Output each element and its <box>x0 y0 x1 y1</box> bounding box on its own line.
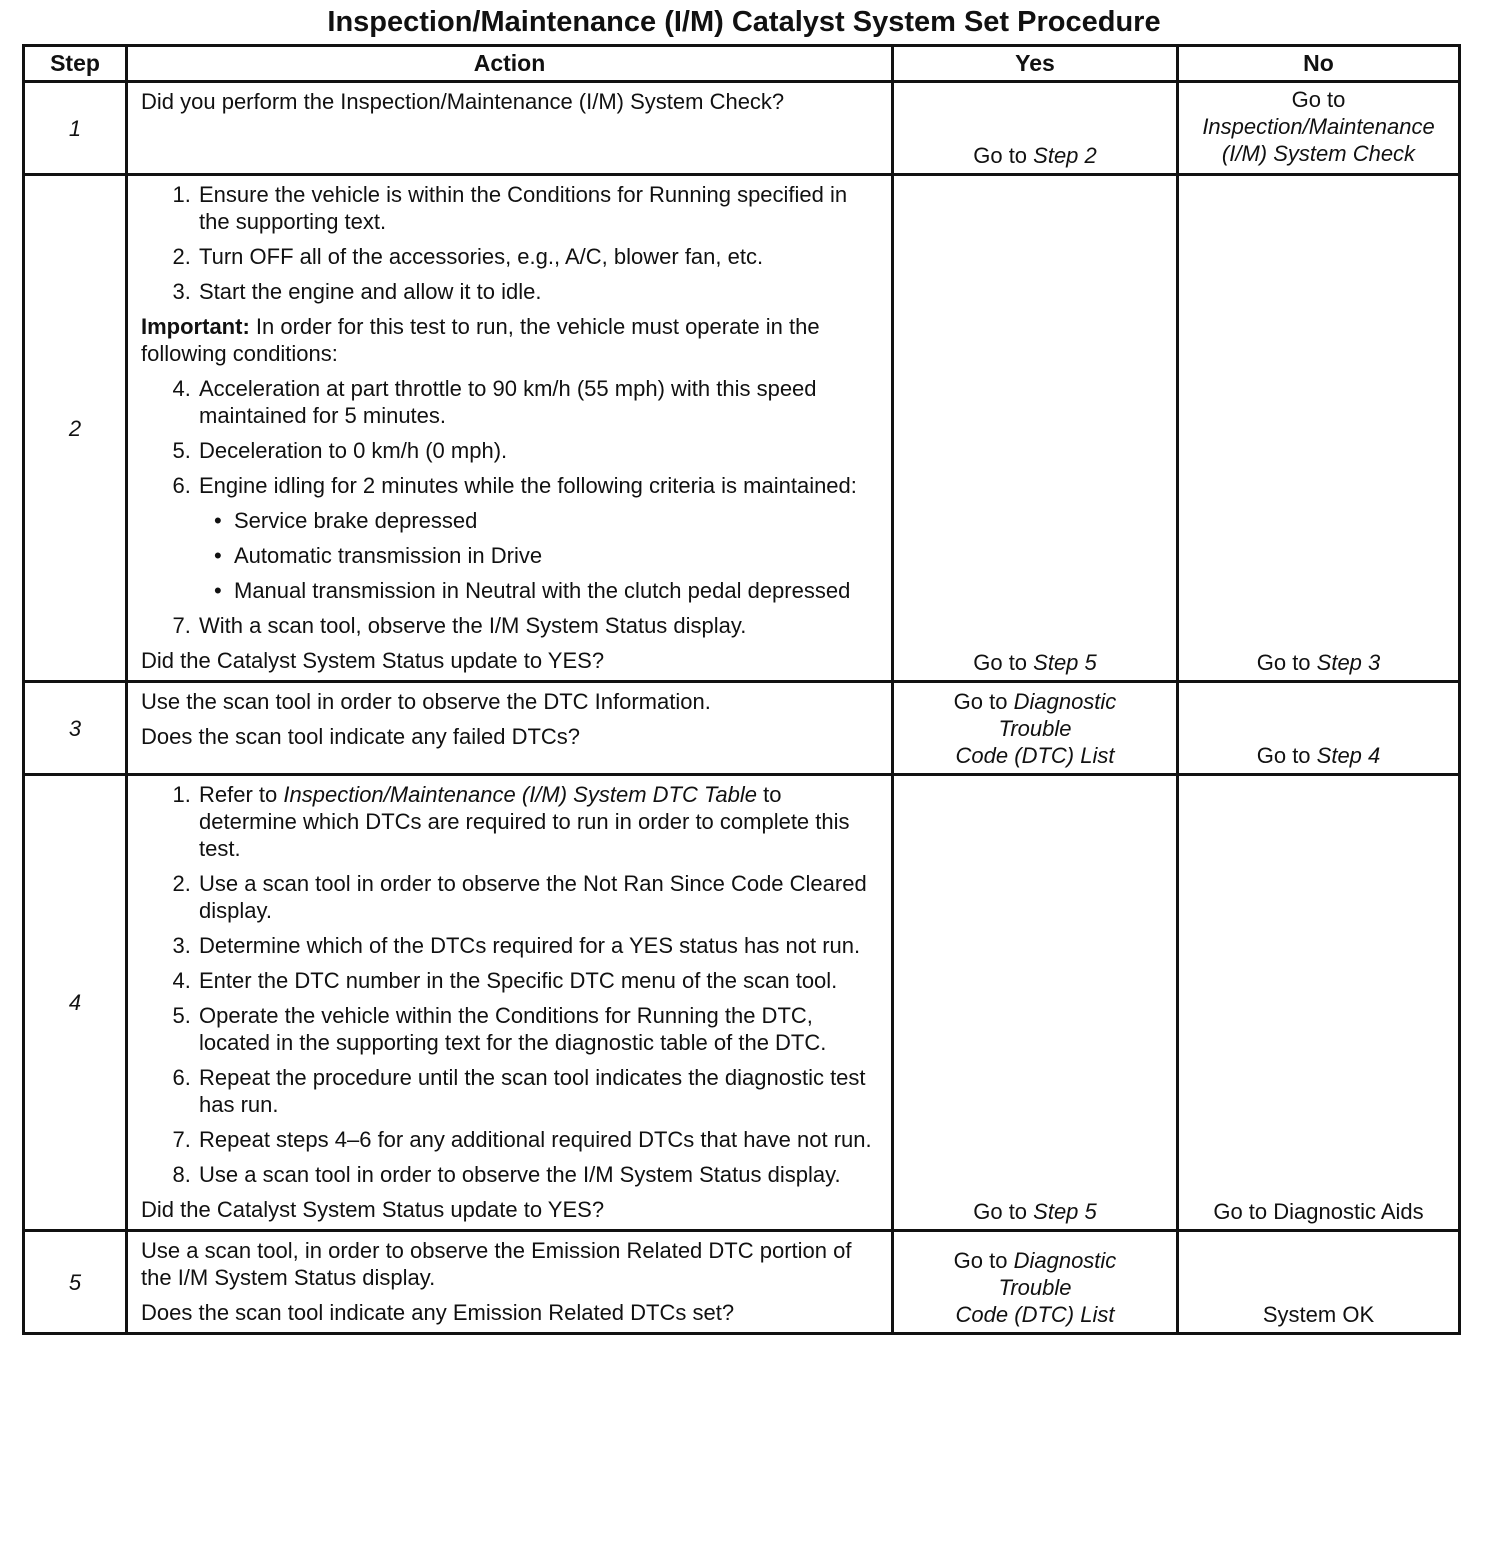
list-item: 4. Enter the DTC number in the Specific DTC menu of the scan tool. <box>197 967 883 994</box>
header-yes: Yes <box>893 46 1178 82</box>
action-cell <box>127 82 893 175</box>
step-link[interactable]: Step 2 <box>1033 143 1097 168</box>
page-title: Inspection/Maintenance (I/M) Catalyst System Set Procedure <box>327 6 1161 38</box>
step-link[interactable]: Step 3 <box>1316 650 1381 675</box>
list-item: 5. Deceleration to 0 km/h (0 mph). <box>197 437 883 464</box>
list-item: 6. Repeat the procedure until the scan tool indicates the diagnostic test has run. <box>197 1064 883 1118</box>
action-cell <box>127 1231 893 1334</box>
list-item-text: Refer to <box>199 782 284 807</box>
bullet-item: • Service brake depressed <box>234 507 883 534</box>
table-row <box>24 682 1460 775</box>
yes-line <box>898 688 1172 715</box>
procedure-table <box>22 44 1461 1335</box>
header-step: Step <box>24 46 127 82</box>
list-item <box>197 781 883 862</box>
header-no: No <box>1178 46 1460 82</box>
action-cell <box>127 175 893 682</box>
list-item: 2. Use a scan tool in order to observe the Not Ran Since Code Cleared display. <box>197 870 883 924</box>
list-item <box>197 472 883 604</box>
action-cell <box>127 775 893 1231</box>
action-cell <box>127 682 893 775</box>
no-cell <box>1178 82 1460 175</box>
yes-text: Go to <box>973 1199 1034 1224</box>
list-item: 4. Acceleration at part throttle to 90 km/h (55 mph) with this speed maintained for 5 minutes. <box>197 375 883 429</box>
bullet-item: • Manual transmission in Neutral with the clutch pedal depressed <box>234 577 883 604</box>
list-item-text: to determine which DTCs are required to run in order to complete this test. <box>199 782 850 861</box>
dtc-list-link[interactable]: Diagnostic <box>1013 1248 1117 1273</box>
list-item-text: Engine idling for 2 minutes while the following criteria is maintained: <box>199 473 857 498</box>
list-item: 1. Ensure the vehicle is within the Conditions for Running specified in the supporting text. <box>197 181 883 235</box>
step-link[interactable]: Step 5 <box>1033 650 1097 675</box>
yes-cell <box>893 1231 1178 1334</box>
yes-cell <box>893 682 1178 775</box>
action-list <box>141 781 883 1188</box>
step-number: 3 <box>24 682 127 775</box>
no-cell <box>1178 1231 1460 1334</box>
step-number: 4 <box>24 775 127 1231</box>
dtc-list-link[interactable]: Code (DTC) List <box>955 743 1115 768</box>
yes-text: Go to <box>953 689 1014 714</box>
dtc-table-link[interactable]: Inspection/Maintenance (I/M) System DTC Table <box>283 782 757 807</box>
list-item: 3. Determine which of the DTCs required for a YES status has not run. <box>197 932 883 959</box>
no-cell <box>1178 775 1460 1231</box>
dtc-list-link[interactable]: Code (DTC) List <box>955 1302 1115 1327</box>
important-note <box>141 313 883 367</box>
step-number: 2 <box>24 175 127 682</box>
table-row <box>24 1231 1460 1334</box>
dtc-list-link[interactable]: Diagnostic <box>1013 689 1117 714</box>
yes-cell <box>893 175 1178 682</box>
no-text: Go to <box>1256 743 1317 768</box>
no-cell <box>1178 175 1460 682</box>
table-row <box>24 175 1460 682</box>
list-item: 8. Use a scan tool in order to observe the I/M System Status display. <box>197 1161 883 1188</box>
table-row <box>24 775 1460 1231</box>
system-check-link[interactable]: (I/M) System Check <box>1221 141 1416 166</box>
step-number: 1 <box>24 82 127 175</box>
system-ok-text: System OK <box>1262 1302 1375 1327</box>
step-link[interactable]: Step 5 <box>1033 1199 1097 1224</box>
criteria-list <box>199 507 883 604</box>
yes-text: Go to <box>953 1248 1014 1273</box>
yes-text: Go to <box>973 143 1034 168</box>
no-cell <box>1178 682 1460 775</box>
action-question: Does the scan tool indicate any Emission Related DTCs set? <box>141 1300 735 1325</box>
list-item: 7. With a scan tool, observe the I/M System Status display. <box>197 612 883 639</box>
dtc-list-link[interactable]: Trouble <box>998 1275 1072 1300</box>
system-check-link[interactable]: Inspection/Maintenance <box>1202 114 1435 139</box>
action-question: Did you perform the Inspection/Maintenance (I/M) System Check? <box>141 89 785 114</box>
action-question: Did the Catalyst System Status update to YES? <box>141 1197 605 1222</box>
important-text: In order for this test to run, the vehicle must operate in the following conditions: <box>141 314 820 366</box>
table-row <box>24 82 1460 175</box>
dtc-list-link[interactable]: Trouble <box>998 716 1072 741</box>
no-text: Go to <box>1256 650 1317 675</box>
header-action: Action <box>127 46 893 82</box>
action-question: Does the scan tool indicate any failed DTCs? <box>141 724 581 749</box>
diagnostic-aids-link[interactable]: Go to Diagnostic Aids <box>1213 1199 1424 1224</box>
action-list <box>141 375 883 639</box>
action-paragraph: Use a scan tool, in order to observe the Emission Related DTC portion of the I/M System Status display. <box>141 1238 852 1290</box>
header-row <box>24 46 1460 82</box>
yes-line <box>898 1247 1172 1274</box>
yes-text: Go to <box>973 650 1034 675</box>
yes-cell <box>893 82 1178 175</box>
yes-cell <box>893 775 1178 1231</box>
action-paragraph: Use the scan tool in order to observe the DTC Information. <box>141 689 711 714</box>
step-number: 5 <box>24 1231 127 1334</box>
action-question: Did the Catalyst System Status update to YES? <box>141 648 605 673</box>
action-list <box>141 181 883 305</box>
list-item: 3. Start the engine and allow it to idle. <box>197 278 883 305</box>
list-item: 2. Turn OFF all of the accessories, e.g., A/C, blower fan, etc. <box>197 243 883 270</box>
step-link[interactable]: Step 4 <box>1316 743 1381 768</box>
list-item: 5. Operate the vehicle within the Conditions for Running the DTC, located in the supporting text for the diagnostic table of the DTC. <box>197 1002 883 1056</box>
bullet-item: • Automatic transmission in Drive <box>234 542 883 569</box>
list-item: 7. Repeat steps 4–6 for any additional required DTCs that have not run. <box>197 1126 883 1153</box>
no-text: Go to <box>1291 87 1346 112</box>
important-label: Important: <box>141 314 250 339</box>
